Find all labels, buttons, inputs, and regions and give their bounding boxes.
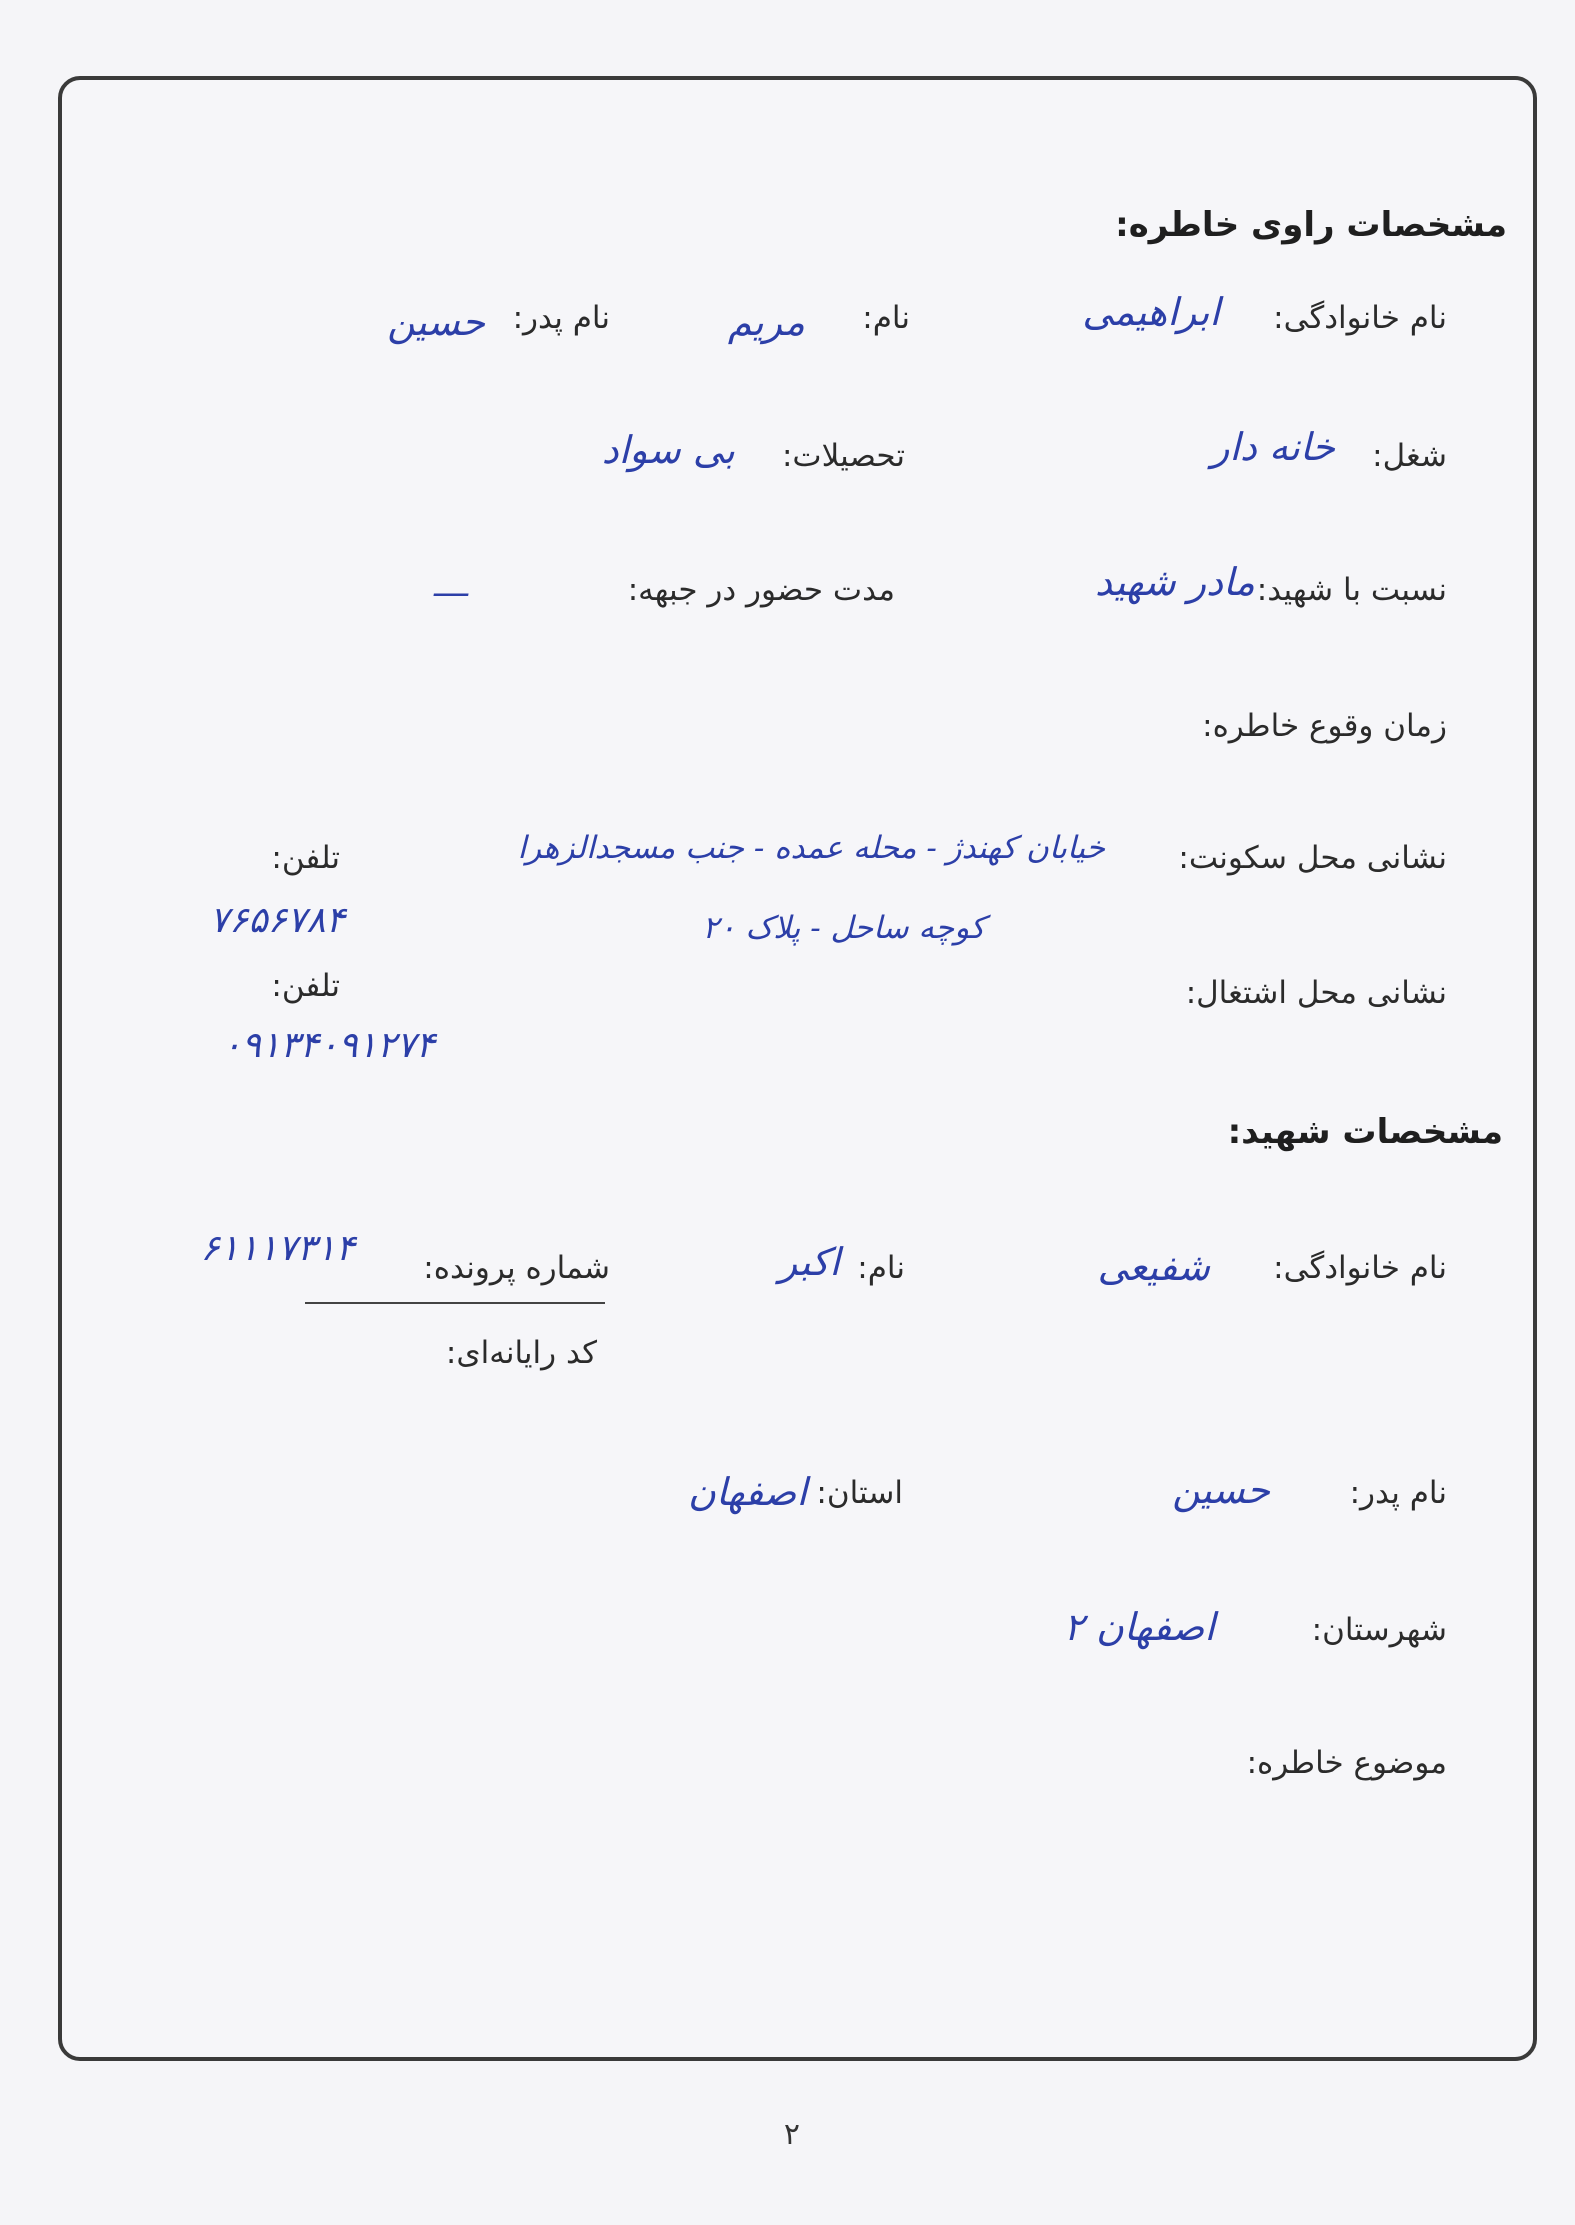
- martyr-father-name-label: نام پدر:: [1349, 1475, 1447, 1511]
- martyr-father-name-value: حسین: [1172, 1468, 1270, 1512]
- narrator-job-label: شغل:: [1372, 438, 1447, 474]
- martyr-file-number-label: شماره پرونده:: [423, 1250, 610, 1286]
- narrator-work-phone-label: تلفن:: [271, 968, 340, 1004]
- martyr-province-label: استان:: [816, 1475, 903, 1511]
- martyr-city-value: اصفهان ۲: [1063, 1605, 1215, 1649]
- narrator-work-address-label: نشانی محل اشتغال:: [1185, 975, 1447, 1011]
- martyr-heading: مشخصات شهید:: [1227, 1112, 1503, 1152]
- narrator-relation-label: نسبت با شهید:: [1256, 572, 1447, 608]
- narrator-job-value: خانه دار: [1211, 425, 1335, 469]
- narrator-home-address-line1: خیابان کهندژ - محله عمده - جنب مسجدالزهرا: [517, 830, 1105, 866]
- narrator-first-name-label: نام:: [862, 300, 910, 336]
- narrator-home-phone-label: تلفن:: [271, 840, 340, 876]
- narrator-home-address-label: نشانی محل سکونت:: [1178, 840, 1447, 876]
- narrator-family-name-label: نام خانوادگی:: [1273, 300, 1447, 336]
- narrator-first-name-value: مریم: [727, 300, 805, 344]
- narrator-work-phone-value: ۰۹۱۳۴۰۹۱۲۷۴: [222, 1025, 435, 1066]
- narrator-family-name-value: ابراهیمی: [1082, 290, 1220, 334]
- martyr-first-name-value: اکبر: [778, 1240, 840, 1284]
- narrator-front-duration-value: —: [432, 570, 470, 614]
- martyr-family-name-label: نام خانوادگی:: [1273, 1250, 1447, 1286]
- martyr-memory-subject-label: موضوع خاطره:: [1246, 1745, 1447, 1781]
- martyr-computer-code-label: کد رایانه‌ای:: [445, 1335, 597, 1371]
- page-number: ۲: [783, 2117, 800, 2152]
- narrator-father-name-label: نام پدر:: [512, 300, 610, 336]
- martyr-file-number-value: ۶۱۱۱۷۳۱۴: [200, 1228, 355, 1269]
- narrator-relation-value: مادر شهید: [1094, 560, 1255, 604]
- martyr-family-name-value: شفیعی: [1097, 1245, 1210, 1289]
- narrator-home-address-line2: کوچه ساحل - پلاک ۲۰: [702, 910, 985, 946]
- narrator-heading: مشخصات راوی خاطره:: [1115, 205, 1507, 245]
- narrator-home-phone-value: ۷۶۵۶۷۸۴: [209, 900, 345, 941]
- file-number-underline: [305, 1302, 605, 1304]
- narrator-education-value: بی سواد: [601, 428, 735, 472]
- martyr-first-name-label: نام:: [857, 1250, 905, 1286]
- narrator-education-label: تحصیلات:: [781, 438, 905, 474]
- narrator-memory-time-label: زمان وقوع خاطره:: [1202, 708, 1447, 744]
- narrator-front-duration-label: مدت حضور در جبهه:: [627, 572, 895, 608]
- narrator-father-name-value: حسین: [387, 300, 485, 344]
- martyr-province-value: اصفهان: [687, 1470, 807, 1514]
- martyr-city-label: شهرستان:: [1311, 1612, 1447, 1648]
